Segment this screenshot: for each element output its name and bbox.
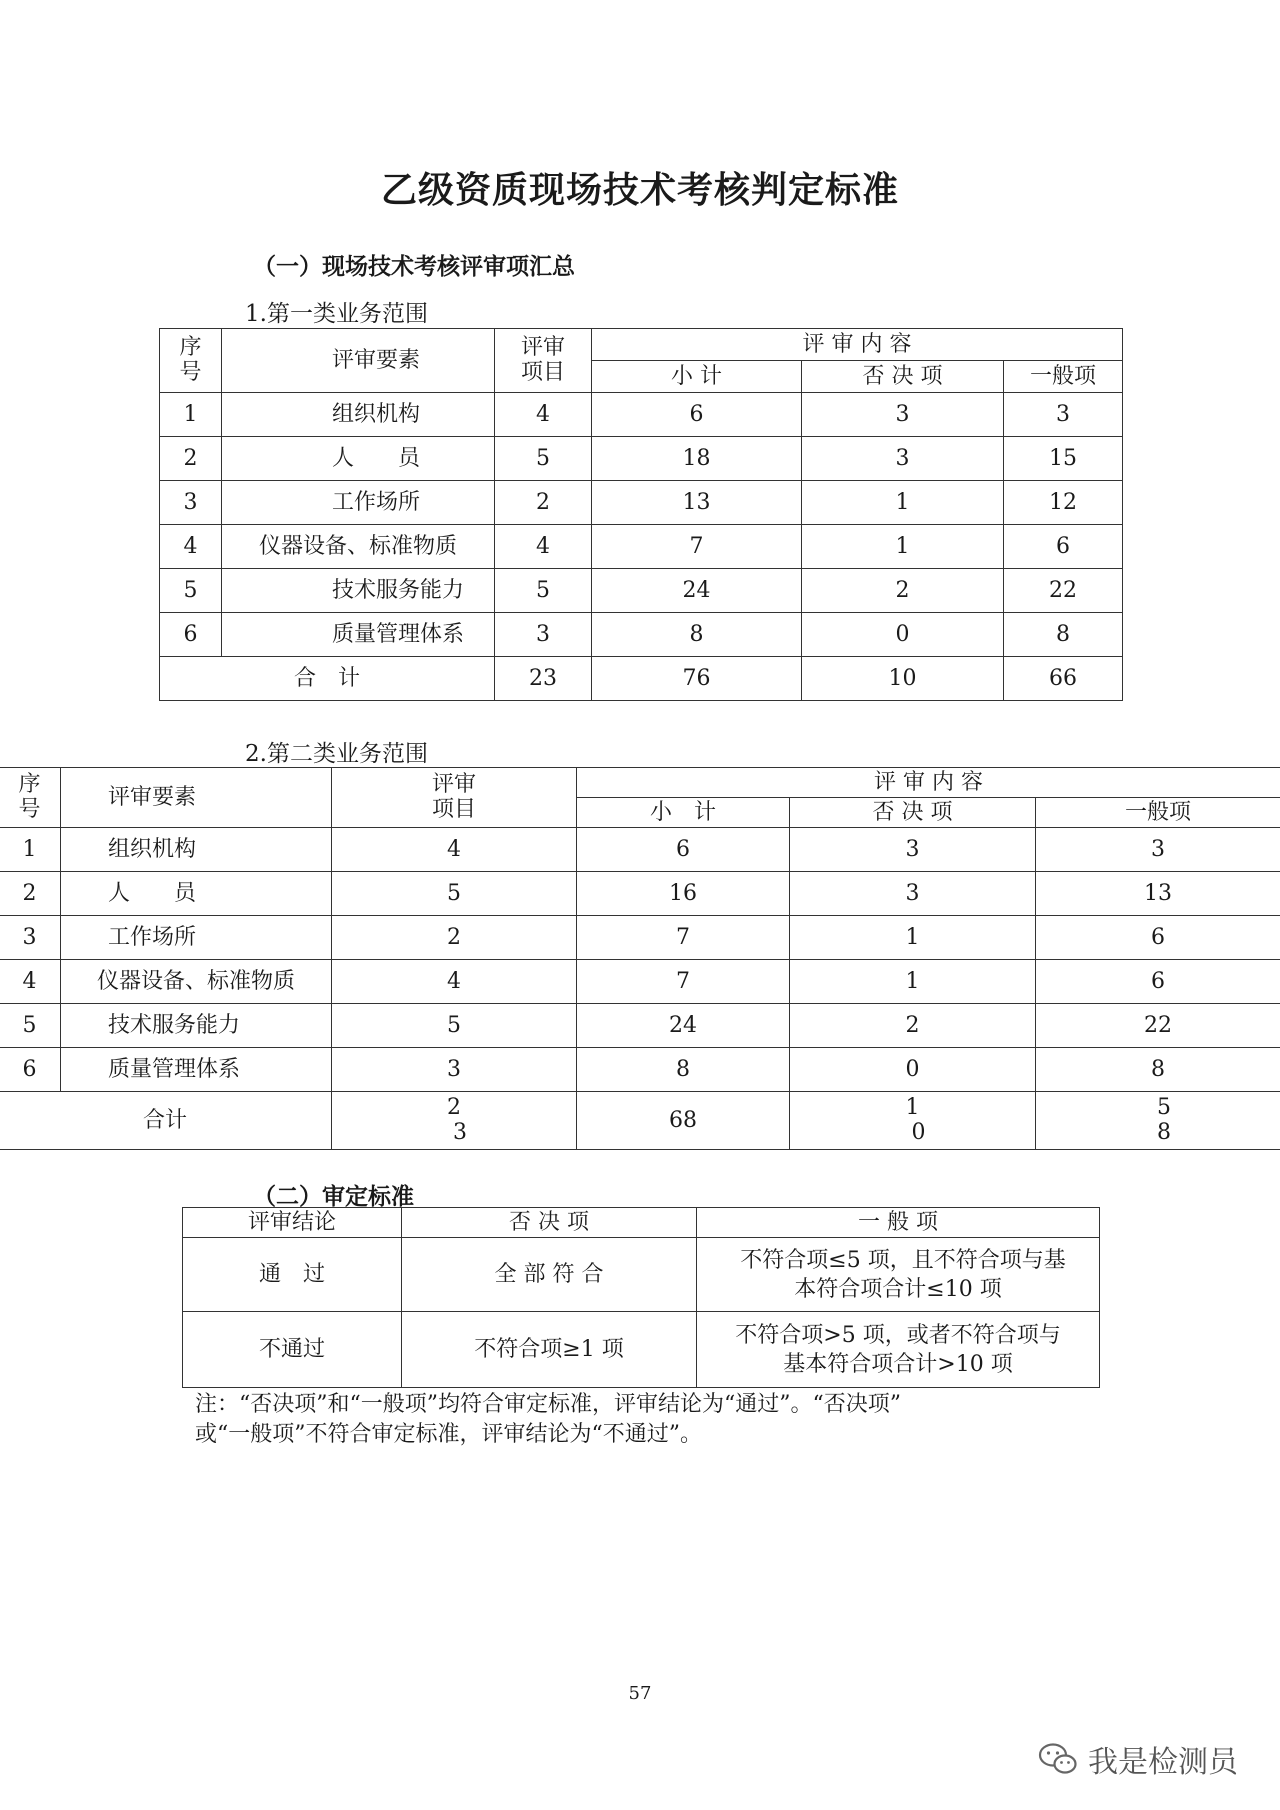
table-row — [160, 481, 1123, 525]
cell-veto: 1 — [802, 481, 1004, 525]
cell-items: 2 — [332, 916, 577, 960]
cell-element: 人 员 — [61, 872, 332, 916]
cell-subtotal: 7 — [592, 525, 802, 569]
cell-veto: 2 — [802, 569, 1004, 613]
cell-subtotal: 7 — [577, 960, 790, 1004]
cell-subtotal: 13 — [592, 481, 802, 525]
table-row — [0, 960, 1280, 1004]
cell-general: 15 — [1004, 437, 1123, 481]
part2-subheading: 2.第二类业务范围 — [245, 741, 428, 767]
header-veto: 否 决 项 — [402, 1208, 697, 1238]
header-general: 一般项 — [1004, 361, 1123, 393]
cell-subtotal: 6 — [577, 828, 790, 872]
cell-conclusion: 不通过 — [183, 1312, 402, 1388]
cell-veto: 0 — [790, 1048, 1036, 1092]
cell-element: 人 员 — [222, 437, 495, 481]
total-label: 合计 — [0, 1092, 332, 1150]
cell-seq: 4 — [160, 525, 222, 569]
watermark-text: 我是检测员 — [1088, 1745, 1238, 1780]
cell-element: 工作场所 — [61, 916, 332, 960]
table-row — [160, 569, 1123, 613]
wechat-icon — [1038, 1742, 1078, 1776]
cell-seq: 1 — [160, 393, 222, 437]
total-items-line2: 3 — [453, 1119, 467, 1145]
cell-seq: 4 — [0, 960, 61, 1004]
header-veto: 否 决 项 — [790, 798, 1036, 828]
cell-subtotal: 7 — [577, 916, 790, 960]
criteria-note — [195, 1390, 901, 1450]
header-element: 评审要素 — [222, 329, 495, 393]
total-veto-line2: 0 — [911, 1119, 926, 1145]
cell-veto: 1 — [790, 960, 1036, 1004]
cell-general — [697, 1238, 1100, 1312]
cell-element: 工作场所 — [222, 481, 495, 525]
header-subtotal: 小 计 — [592, 361, 802, 393]
cell-items: 3 — [332, 1048, 577, 1092]
part1-subheading: 1.第一类业务范围 — [245, 301, 428, 327]
cell-general: 6 — [1036, 960, 1280, 1004]
table-category-1 — [159, 328, 1123, 701]
header-element: 评审要素 — [61, 768, 332, 828]
note-line2: 或“一般项”不符合审定标准，评审结论为“不通过”。 — [195, 1422, 702, 1447]
table-row — [0, 916, 1280, 960]
total-row — [160, 657, 1123, 701]
page-number: 57 — [628, 1683, 652, 1704]
cell-veto: 3 — [802, 393, 1004, 437]
cell-general: 12 — [1004, 481, 1123, 525]
cell-seq: 2 — [160, 437, 222, 481]
cell-veto: 1 — [802, 525, 1004, 569]
cell-general: 3 — [1004, 393, 1123, 437]
cell-subtotal: 24 — [577, 1004, 790, 1048]
total-row — [0, 1092, 1280, 1150]
cell-items: 5 — [332, 872, 577, 916]
total-veto: 10 — [802, 657, 1004, 701]
table-row — [183, 1238, 1100, 1312]
total-items: 23 — [495, 657, 592, 701]
header-content: 评 审 内 容 — [577, 768, 1280, 798]
cell-general: 8 — [1004, 613, 1123, 657]
total-veto-line1: 1 — [905, 1095, 920, 1121]
cell-items: 5 — [495, 437, 592, 481]
cell-seq: 3 — [0, 916, 61, 960]
cell-element: 技术服务能力 — [222, 569, 495, 613]
cell-general-line1: 不符合项>5 项，或者不符合项与 — [735, 1322, 1061, 1348]
total-items-line1: 2 — [447, 1095, 461, 1121]
cell-element: 仪器设备、标准物质 — [61, 960, 332, 1004]
cell-seq: 3 — [160, 481, 222, 525]
table-row — [0, 1048, 1280, 1092]
table-row — [160, 393, 1123, 437]
table-row — [0, 1004, 1280, 1048]
page-title: 乙级资质现场技术考核判定标准 — [380, 170, 899, 211]
table-row — [0, 828, 1280, 872]
cell-element: 质量管理体系 — [222, 613, 495, 657]
cell-subtotal: 6 — [592, 393, 802, 437]
header-conclusion: 评审结论 — [183, 1208, 402, 1238]
cell-veto: 3 — [790, 872, 1036, 916]
cell-general-line2: 基本符合项合计>10 项 — [783, 1351, 1013, 1377]
total-general: 66 — [1004, 657, 1123, 701]
header-seq: 序号 — [160, 329, 222, 393]
total-general — [1036, 1092, 1280, 1150]
total-items — [332, 1092, 577, 1150]
cell-general: 22 — [1036, 1004, 1280, 1048]
total-general-line1: 5 — [1157, 1095, 1171, 1121]
cell-general: 6 — [1036, 916, 1280, 960]
cell-seq: 5 — [0, 1004, 61, 1048]
cell-element: 组织机构 — [61, 828, 332, 872]
cell-general — [697, 1312, 1100, 1388]
total-subtotal: 68 — [577, 1092, 790, 1150]
cell-items: 4 — [495, 393, 592, 437]
header-content: 评 审 内 容 — [592, 329, 1123, 361]
header-general: 一般项 — [1036, 798, 1280, 828]
cell-veto: 0 — [802, 613, 1004, 657]
cell-items: 4 — [332, 828, 577, 872]
cell-items: 5 — [495, 569, 592, 613]
cell-subtotal: 24 — [592, 569, 802, 613]
cell-veto: 3 — [802, 437, 1004, 481]
note-line1: 注：“否决项”和“一般项”均符合审定标准，评审结论为“通过”。“否决项” — [195, 1392, 901, 1417]
cell-items: 4 — [332, 960, 577, 1004]
cell-seq: 5 — [160, 569, 222, 613]
cell-element: 技术服务能力 — [61, 1004, 332, 1048]
cell-element: 质量管理体系 — [61, 1048, 332, 1092]
cell-general: 6 — [1004, 525, 1123, 569]
table-row — [160, 613, 1123, 657]
cell-seq: 2 — [0, 872, 61, 916]
table-row — [160, 437, 1123, 481]
cell-seq: 6 — [0, 1048, 61, 1092]
cell-general: 22 — [1004, 569, 1123, 613]
header-items: 评审项目 — [495, 329, 592, 393]
cell-items: 5 — [332, 1004, 577, 1048]
total-veto — [790, 1092, 1036, 1150]
header-subtotal: 小 计 — [577, 798, 790, 828]
watermark — [1038, 1737, 1238, 1781]
cell-veto: 全 部 符 合 — [402, 1238, 697, 1312]
cell-general: 3 — [1036, 828, 1280, 872]
cell-conclusion: 通 过 — [183, 1238, 402, 1312]
cell-veto: 1 — [790, 916, 1036, 960]
cell-general-line1: 不符合项≤5 项，且不符合项与基 — [740, 1247, 1066, 1273]
cell-subtotal: 8 — [592, 613, 802, 657]
header-seq: 序号 — [0, 768, 61, 828]
table-category-2 — [0, 767, 1280, 1150]
cell-seq: 6 — [160, 613, 222, 657]
cell-veto: 3 — [790, 828, 1036, 872]
section1-heading: （一）现场技术考核评审项汇总 — [253, 254, 575, 280]
cell-element: 仪器设备、标准物质 — [222, 525, 495, 569]
section2-heading: （二）审定标准 — [253, 1184, 414, 1210]
table-row — [0, 872, 1280, 916]
cell-veto: 不符合项≥1 项 — [402, 1312, 697, 1388]
table-criteria — [182, 1207, 1100, 1388]
header-veto: 否 决 项 — [802, 361, 1004, 393]
cell-general-line2: 本符合项合计≤10 项 — [794, 1276, 1002, 1302]
header-general: 一 般 项 — [697, 1208, 1100, 1238]
total-general-line2: 8 — [1157, 1119, 1171, 1145]
total-subtotal: 76 — [592, 657, 802, 701]
cell-subtotal: 16 — [577, 872, 790, 916]
total-label: 合 计 — [160, 657, 495, 701]
cell-seq: 1 — [0, 828, 61, 872]
cell-subtotal: 18 — [592, 437, 802, 481]
cell-items: 2 — [495, 481, 592, 525]
cell-items: 3 — [495, 613, 592, 657]
header-items: 评审项目 — [332, 768, 577, 828]
cell-veto: 2 — [790, 1004, 1036, 1048]
table-row — [160, 525, 1123, 569]
cell-subtotal: 8 — [577, 1048, 790, 1092]
cell-items: 4 — [495, 525, 592, 569]
cell-general: 8 — [1036, 1048, 1280, 1092]
table-row — [183, 1312, 1100, 1388]
cell-element: 组织机构 — [222, 393, 495, 437]
cell-general: 13 — [1036, 872, 1280, 916]
